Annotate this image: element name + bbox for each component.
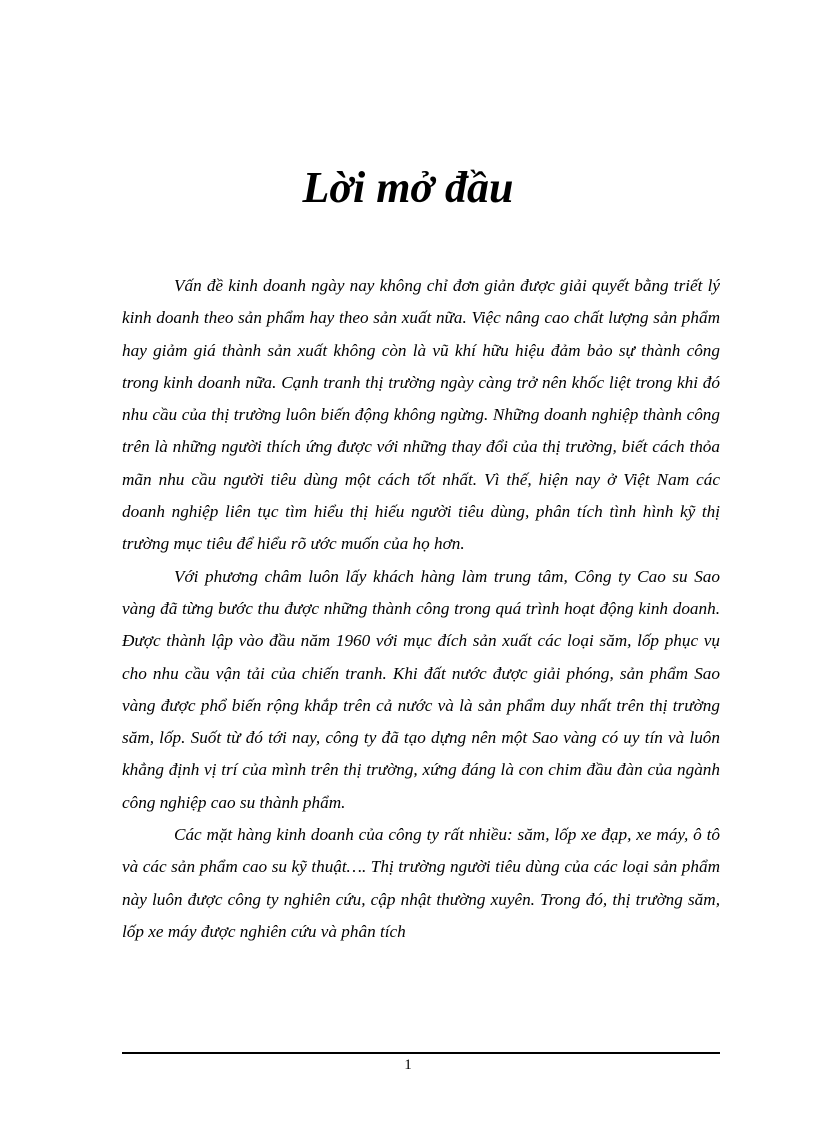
footer-divider (122, 1052, 720, 1054)
body-text (122, 270, 720, 948)
paragraph-3: Các mặt hàng kinh doanh của công ty rất nhiều: săm, lốp xe đạp, xe máy, ô tô và các sản phẩm cao su kỹ thuật…. Thị trường người tiêu dùng của các loại sản phẩm này luôn được công ty nghiên cứu, cập nhật thường xuyên. Trong đó, thị trường săm, lốp xe máy được nghiên cứu và phân tích (122, 825, 720, 941)
paragraph-2: Với phương châm luôn lấy khách hàng làm trung tâm, Công ty Cao su Sao vàng đã từng bước thu được những thành công trong quá trình hoạt động kinh doanh. Được thành lập vào đầu năm 1960 với mục đích sản xuất các loại săm, lốp phục vụ cho nhu cầu vận tải của chiến tranh. Khi đất nước được giải phóng, sản phẩm Sao vàng được phổ biến rộng khắp trên cả nước và là sản phẩm duy nhất trên thị trường săm, lốp. Suốt từ đó tới nay, công ty đã tạo dựng nên một Sao vàng có uy tín và luôn khẳng định vị trí của mình trên thị trường, xứng đáng là con chim đầu đàn của ngành công nghiệp cao su thành phẩm. (122, 566, 720, 812)
page-number: 1 (404, 1057, 412, 1073)
page-title: Lời mở đầu (302, 163, 514, 212)
paragraph-1: Vấn đề kinh doanh ngày nay không chỉ đơn giản được giải quyết bằng triết lý kinh doanh theo sản phẩm hay theo sản xuất nữa. Việc nâng cao chất lượng sản phẩm hay giảm giá thành sản xuất không còn là vũ khí hữu hiệu đảm bảo sự thành công trong kinh doanh nữa. Cạnh tranh thị trường ngày càng trở nên khốc liệt trong khi đó nhu cầu của thị trường luôn biến động không ngừng. Những doanh nghiệp thành công trên là những người thích ứng được với những thay đổi của thị trường, biết cách thỏa mãn nhu cầu người tiêu dùng một cách tốt nhất. Vì thế, hiện nay ở Việt Nam các doanh nghiệp liên tục tìm hiểu thị hiếu người tiêu dùng, phân tích tình hình kỹ thị trường mục tiêu để hiểu rõ ước muốn của họ hơn. (122, 276, 720, 554)
